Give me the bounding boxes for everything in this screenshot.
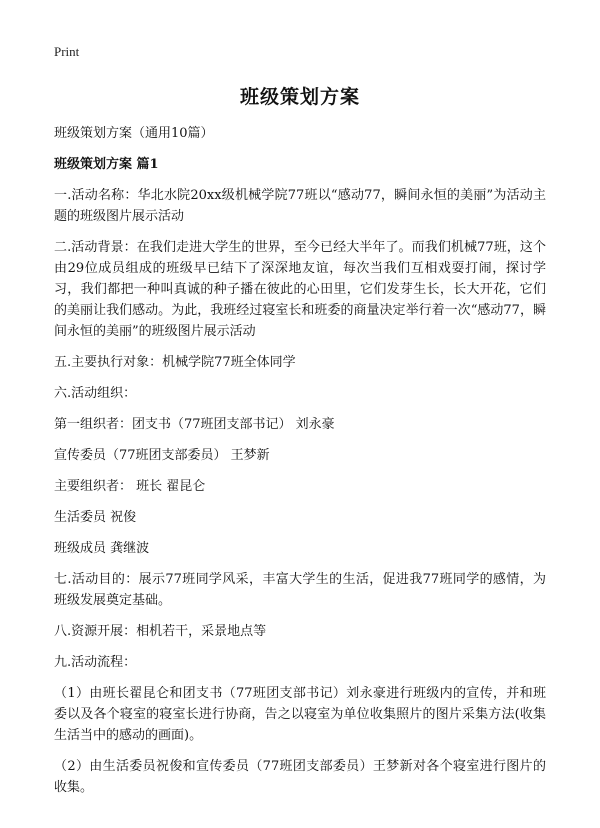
paragraph-activity-background: 二.活动背景：在我们走进大学生的世界，至今已经大半年了。而我们机械77班，这个由29位成员组成的班级早已结下了深深地友谊，每次当我们互相戏耍打闹，探讨学习，我们都把一种叫真诚的种子播在彼此的心田里，它们发芽生长，长大开花，它们的美丽让我们感动。为此，我班经过寝室长和班委的商量决定举行着一次“感动77，瞬间永恒的美丽”的班级图片展示活动 — [54, 240, 546, 339]
paragraph-publicity-member: 宣传委员（77班团支部委员） 王梦新 — [54, 448, 270, 463]
print-label: Print — [54, 44, 80, 59]
section-heading: 班级策划方案 篇1 — [54, 157, 159, 172]
paragraph-purpose: 七.活动目的：展示77班同学风采，丰富大学生的生活，促进我77班同学的感情，为班级发展奠定基础。 — [54, 572, 546, 608]
document-title: 班级策划方案 — [239, 86, 360, 108]
document-subtitle: 班级策划方案（通用10篇） — [54, 126, 214, 141]
paragraph-class-member: 班级成员 龚继波 — [54, 541, 150, 556]
paragraph-target-audience: 五.主要执行对象：机械学院77班全体同学 — [54, 355, 296, 370]
paragraph-activity-name: 一.活动名称：华北水院20xx级机械学院77班以“感动77，瞬间永恒的美丽”为活动主题的班级图片展示活动 — [54, 188, 546, 224]
paragraph-process-step-2: （2）由生活委员祝俊和宣传委员（77班团支部委员）王梦新对各个寝室进行图片的收集。 — [54, 759, 546, 795]
paragraph-main-organizer: 主要组织者： 班长 翟昆仑 — [54, 479, 206, 494]
paragraph-first-organizer: 第一组织者：团支书（77班团支部书记） 刘永豪 — [54, 417, 335, 432]
paragraph-resources: 八.资源开展：相机若干，采景地点等 — [54, 624, 267, 639]
paragraph-life-member: 生活委员 祝俊 — [54, 510, 137, 525]
paragraph-process: 九.活动流程： — [54, 655, 137, 670]
paragraph-process-step-1: （1）由班长翟昆仑和团支书（77班团支部书记）刘永豪进行班级内的宣传，并和班委以及各个寝室的寝室长进行协商，告之以寝室为单位收集照片的图片采集方法(收集生活当中的感动的画面)。 — [54, 686, 546, 743]
paragraph-organization: 六.活动组织： — [54, 386, 137, 401]
